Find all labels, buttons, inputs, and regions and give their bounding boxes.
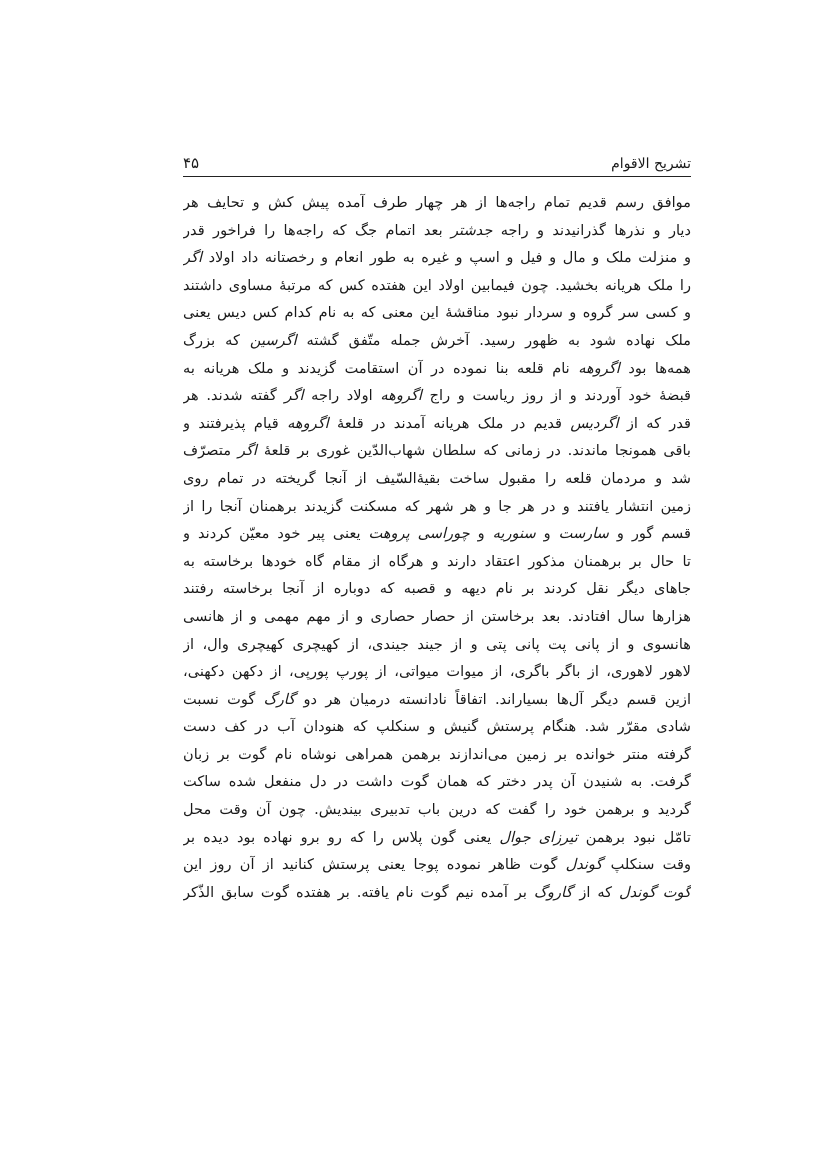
text-run: هزارها سال افتادند. بعد برخاستن از حصار حصاری و از مهم مهمی و از هانسی bbox=[183, 607, 691, 625]
text-run: نام قلعه بنا نموده در آن استقامت گزیدند و ملک هریانه به bbox=[183, 359, 579, 377]
text-run: شد و مردمان قلعه را مقبول ساخت بقیهٔ‌السّیف از آنجا گریخته در تمام روی bbox=[183, 469, 691, 487]
italic-term: سارست bbox=[558, 525, 609, 543]
text-line bbox=[183, 299, 691, 327]
text-line bbox=[183, 768, 691, 796]
text-run: وقت سنکلپ bbox=[602, 856, 691, 874]
italic-term: اگر bbox=[183, 249, 203, 267]
text-run: را ملک هریانه بخشید. چون فیمابین اولاد این هفتده کس که مرتبهٔ مساوی داشتند bbox=[183, 276, 691, 294]
italic-term: گوت گوندل bbox=[619, 883, 691, 901]
text-run: اولاد راجه bbox=[303, 387, 381, 405]
text-run: موافق رسم قدیم تمام راجه‌ها از هر چهار طرف آمده پیش کش و تحایف هر bbox=[183, 194, 691, 211]
text-line bbox=[183, 796, 691, 824]
italic-term: اگر bbox=[284, 387, 304, 405]
text-run: که از bbox=[572, 883, 620, 901]
italic-term: اگروهه bbox=[380, 387, 422, 405]
text-line bbox=[183, 713, 691, 741]
text-run: دیار و نذرها گذرانیدند و راجه bbox=[492, 221, 691, 239]
text-run: بر آمده نیم گوت نام یافته. بر هفتده گوت سابق الذّکر bbox=[183, 883, 534, 901]
text-run: و bbox=[535, 525, 559, 543]
text-run: بعد اتمام جگ که راجه‌ها را فراخور قدر bbox=[183, 221, 451, 239]
text-run: تامّل نبود برهمن bbox=[577, 828, 691, 846]
text-run: ملک نهاده شود به ظهور رسید. آخرش جمله متّفق گشته bbox=[296, 331, 691, 349]
text-run: گردید و برهمن خود را گفت که درین باب تدبیری بیندیش. چون آن وقت محل bbox=[183, 801, 691, 819]
italic-term: چوراسی پروهت bbox=[368, 525, 470, 543]
text-run: جاهای دیگر نقل کردند بر نام دیهه و قصبه که دوباره از آنجا برخاسته رفتند bbox=[183, 580, 691, 598]
text-line bbox=[183, 548, 691, 576]
page-number: ۴۵ bbox=[183, 154, 200, 172]
text-line bbox=[183, 520, 691, 548]
italic-term: تیرزای جوال bbox=[499, 828, 578, 846]
text-line bbox=[183, 217, 691, 245]
italic-term: گاروگ bbox=[533, 883, 573, 901]
text-run: گرفت. به شنیدن آن پدر دختر که همان گوت داشت در دل منفعل شده ساکت bbox=[183, 773, 691, 791]
text-line bbox=[183, 879, 691, 907]
italic-term: اگروهه bbox=[578, 359, 620, 377]
text-run: که بزرگ bbox=[183, 331, 250, 349]
text-line bbox=[183, 410, 691, 438]
text-run: ازین قسم دیگر آل‌ها بسیاراند. اتفاقاً نادانسته درمیان هر دو bbox=[295, 690, 691, 708]
text-line bbox=[183, 824, 691, 852]
text-line bbox=[183, 465, 691, 493]
text-run: قدر که از bbox=[618, 414, 691, 432]
text-run: گوت نسبت bbox=[183, 690, 264, 708]
italic-term: اگرسین bbox=[249, 331, 297, 349]
text-line bbox=[183, 631, 691, 659]
text-line bbox=[183, 741, 691, 769]
italic-term: اگروهه bbox=[287, 414, 329, 432]
italic-term: اگر bbox=[237, 442, 257, 460]
text-run: لاهور لاهوری، از باگر باگری، از میوات میواتی، از پورپ پورپی، از دکهن دکهنی، bbox=[183, 663, 691, 681]
text-run: قیام پذیرفتند و bbox=[183, 414, 288, 432]
text-run: هانسوی و از پانی پت پانی پتی و از جیند جیندی، از کهیچری کهیچری وال، از bbox=[183, 635, 691, 653]
text-run: یعنی گون پلاس را که رو برو نهاده بود دیده بر bbox=[183, 828, 500, 846]
italic-term: گوندل bbox=[565, 856, 603, 874]
italic-term: سنوریه bbox=[492, 525, 536, 543]
text-run: باقی همونجا ماندند. در زمانی که سلطان شهاب‌الدّین غوری بر قلعهٔ bbox=[256, 442, 691, 460]
text-run: شادی مقرّر شد. هنگام پرستش گنیش و سنکلپ که هنودان آب در کف دست bbox=[183, 718, 691, 736]
text-run: و کسی سر گروه و سردار نبود مناقشهٔ این معنی که به نام کدام کس دیس یعنی bbox=[183, 304, 691, 322]
text-run: قسم گور و bbox=[608, 525, 691, 543]
italic-term: گارگ bbox=[263, 690, 296, 708]
italic-term: اگردیس bbox=[570, 414, 619, 432]
text-run: زمین انتشار یافتند و در هر جا و هر شهر که مسکنت گزیدند برهمنان آنجا را از bbox=[183, 497, 691, 515]
header-rule bbox=[183, 176, 691, 177]
text-run: قدیم در ملک هریانه آمدند در قلعهٔ bbox=[328, 414, 571, 432]
text-run: همه‌ها بود bbox=[619, 359, 691, 377]
text-run: گفته شدند. هر bbox=[183, 387, 285, 405]
text-run: و منزلت ملک و مال و فیل و اسپ و غیره به طور انعام و رخصتانه داد اولاد bbox=[202, 249, 691, 267]
text-line bbox=[183, 382, 691, 410]
italic-term: جدشتر bbox=[450, 221, 493, 239]
body-text bbox=[183, 189, 691, 906]
page-header bbox=[183, 148, 691, 172]
text-run: گوت ظاهر نموده پوجا یعنی پرستش کنانید از آن روز این bbox=[183, 856, 566, 874]
text-line bbox=[183, 851, 691, 879]
text-run: تا حال بر برهمنان مذکور اعتقاد دارند و هرگاه از مقام گاه خودها برخاسته به bbox=[183, 552, 691, 570]
running-title: تشریح الاقوام bbox=[611, 156, 691, 172]
text-run: متصرّف bbox=[183, 442, 238, 460]
text-line bbox=[183, 658, 691, 686]
text-line bbox=[183, 437, 691, 465]
text-line bbox=[183, 272, 691, 300]
text-line bbox=[183, 189, 691, 217]
text-run: قبضهٔ خود آوردند و از روز ریاست و راج bbox=[421, 387, 691, 405]
text-line bbox=[183, 244, 691, 272]
text-line bbox=[183, 575, 691, 603]
text-line bbox=[183, 327, 691, 355]
text-run: و bbox=[469, 525, 493, 543]
text-line bbox=[183, 493, 691, 521]
text-line bbox=[183, 686, 691, 714]
text-run: گرفته منتر خوانده بر زمین می‌اندازند برهمن همراهی نوشاه نام گوت بر زبان bbox=[183, 745, 691, 763]
text-line bbox=[183, 603, 691, 631]
text-run: یعنی پیر خود معیّن کردند و bbox=[183, 525, 369, 543]
text-line bbox=[183, 355, 691, 383]
